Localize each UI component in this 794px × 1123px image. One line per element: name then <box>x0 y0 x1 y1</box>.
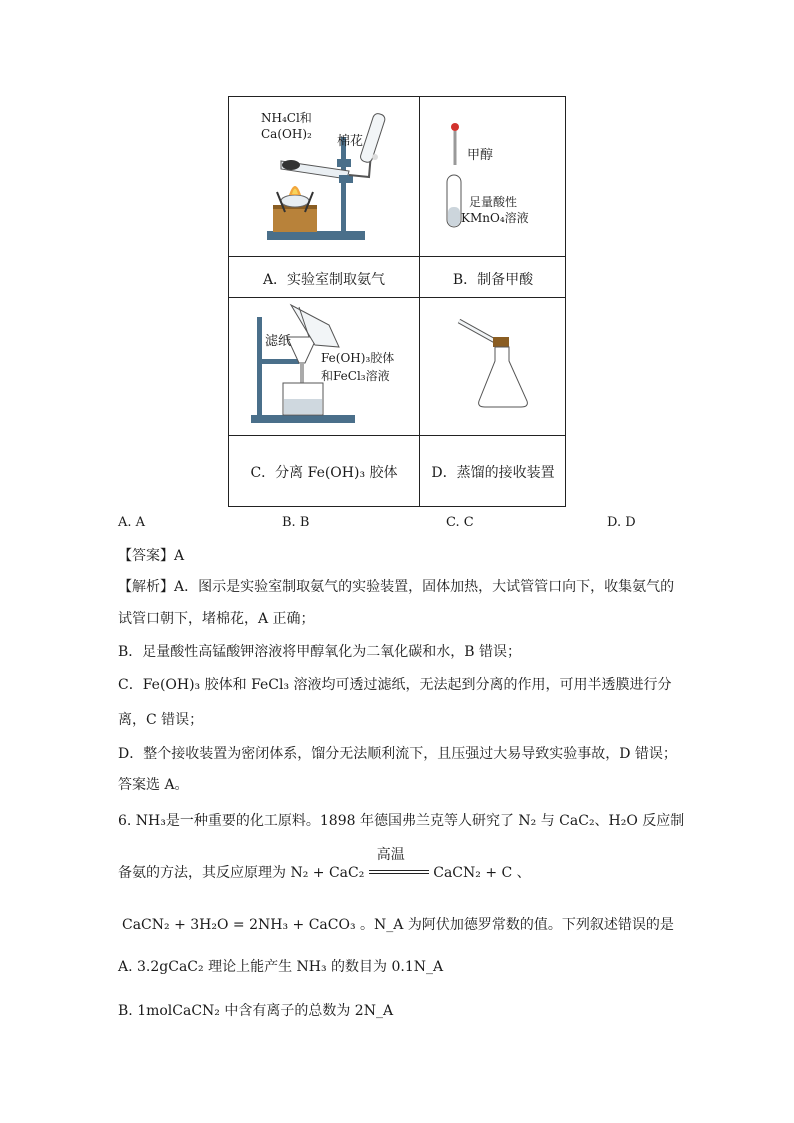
caption-a: A．实验室制取氨气 <box>262 272 386 288</box>
reaction-arrow <box>369 847 429 882</box>
label-methanol: 甲醇 <box>467 148 494 163</box>
question-6-option-b: B. 1molCaCN₂ 中含有离子的总数为 2N_A <box>118 1003 394 1019</box>
analysis-line: 试管口朝下，堵棉花，A 正确； <box>118 611 315 627</box>
label-caoh2: Ca(OH)₂ <box>261 127 312 141</box>
analysis-line: 离，C 错误； <box>118 712 204 728</box>
question-6-reaction-line <box>118 847 531 882</box>
label-cotton: 棉花 <box>337 134 364 149</box>
label-kmno4: KMnO₄溶液 <box>461 211 529 225</box>
figure-c-filtration <box>229 297 419 435</box>
caption-b: B．制备甲酸 <box>452 272 534 288</box>
analysis-line: 【解析】A．图示是实验室制取氨气的实验装置，固体加热，大试管管口向下，收集氨气的 <box>118 579 675 595</box>
reaction-right: CaCN₂ + C 、 <box>433 865 531 881</box>
table-divider <box>229 435 565 436</box>
filtration-illustration <box>229 297 419 435</box>
question-6-option-a: A. 3.2gCaC₂ 理论上能产生 NH₃ 的数目为 0.1N_A <box>118 959 444 975</box>
option-d: D. D <box>607 515 636 530</box>
analysis-line: B．足量酸性高锰酸钾溶液将甲醇氧化为二氧化碳和水，B 错误； <box>118 644 522 660</box>
ammonia-apparatus-illustration <box>229 97 419 256</box>
option-a: A. A <box>118 515 146 530</box>
caption-d: D．蒸馏的接收装置 <box>431 465 555 481</box>
caption-c: C．分离 Fe(OH)₃ 胶体 <box>250 465 398 481</box>
reaction-condition: 高温 <box>376 847 405 863</box>
option-b: B. B <box>282 515 310 530</box>
figure-d-receiver <box>419 297 567 435</box>
label-fecl3: 和FeCl₃溶液 <box>321 369 390 383</box>
table-divider <box>229 256 565 257</box>
label-filter-paper: 滤纸 <box>265 334 292 349</box>
label-colloid: Fe(OH)₃胶体 <box>321 351 395 365</box>
label-nh4cl: NH₄Cl和 <box>261 111 312 125</box>
apparatus-table <box>228 96 566 507</box>
analysis-line: C．Fe(OH)₃ 胶体和 FeCl₃ 溶液均可透过滤纸，无法起到分离的作用，可用半透膜进行分 <box>118 677 672 693</box>
option-c: C. C <box>446 515 474 530</box>
figure-b-methanol-oxidation <box>419 97 567 256</box>
answer-line: 【答案】A <box>118 548 185 564</box>
question-6-reaction-2: CaCN₂ + 3H₂O = 2NH₃ + CaCO₃ 。N_A 为阿伏加德罗常数的值。下列叙述错误的是 <box>122 917 674 933</box>
label-acidic: 足量酸性 <box>469 195 518 209</box>
question-6-stem: 6. NH₃是一种重要的化工原料。1898 年德国弗兰克等人研究了 N₂ 与 CaC₂、H₂O 反应制 <box>118 813 685 829</box>
figure-a-ammonia-setup <box>229 97 419 256</box>
conical-flask-illustration <box>419 297 567 435</box>
dropper-testtube-illustration <box>419 97 567 256</box>
analysis-line: 答案选 A。 <box>118 777 189 793</box>
analysis-line: D．整个接收装置为密闭体系，馏分无法顺利流下，且压强过大易导致实验事故，D 错误； <box>118 746 677 762</box>
reaction-left: 备氨的方法，其反应原理为 N₂ + CaC₂ <box>118 865 365 881</box>
